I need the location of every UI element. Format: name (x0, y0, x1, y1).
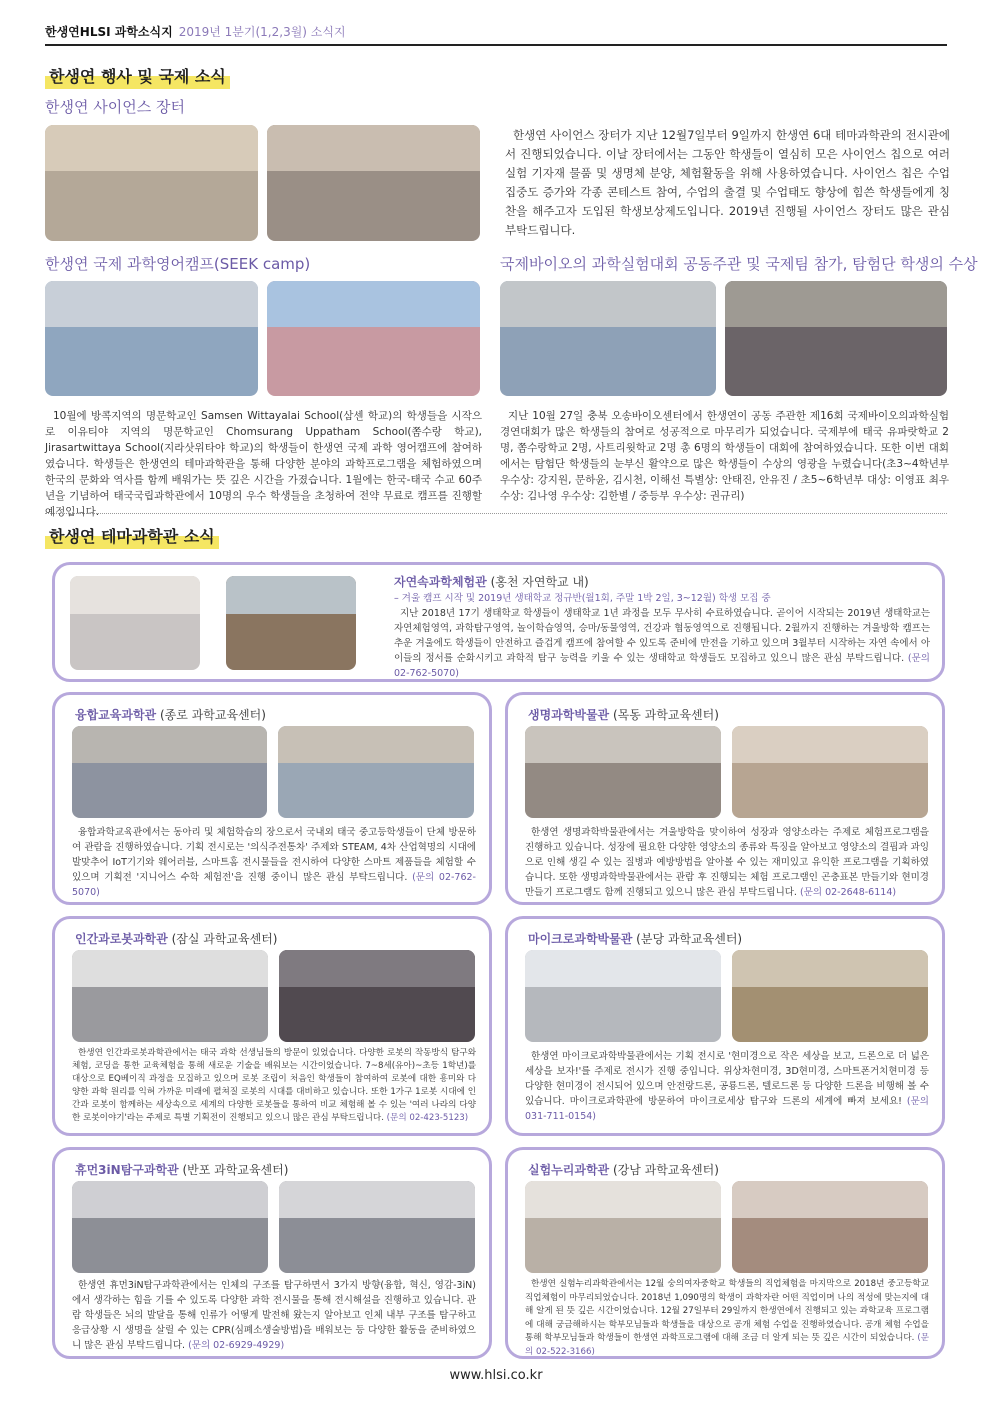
micro-museum-name: 마이크로과학박물관 (528, 932, 633, 946)
human-museum-name: 휴먼3iN탐구과학관 (75, 1163, 179, 1177)
newsletter-brand: 한생연HLSI 과학소식지 (45, 25, 173, 39)
lab-museum-text: 한생연 실험누리과학관에서는 12월 숭의여자중학교 학생들의 직업체험을 마지막으로 2018년 중고등학교 직업체험이 마무리되었습니다. 2018년 1,090명의 학생이 과학자란 어떤 직업이며 나의 적성에 맞는지에 대해 알게 된 뜻 깊은 시간이었습니다. 12월 27일부터 29일까지 한생연에서 진행되고 있는 과학교육 프로그램에 대해 궁금해하시는 학부모님들과 학생들을 대상으로 공개 체험 수업을 진행하였습니다. 공개 체험 수업을 통해 학부모님들과 학생들이 한생연 과학프로그램에 대해 조금 더 알게 되는 뜻 깊은 시간이 되었습니다. (문의 02-522-3166) (525, 1279, 930, 1357)
science-fair-title: 한생연 사이언스 장터 (45, 98, 185, 116)
life-museum-box (505, 692, 945, 905)
human-museum-box (52, 1147, 492, 1359)
science-fair-photo-1 (45, 125, 258, 241)
convergence-museum-heading (75, 707, 266, 723)
nature-contact: (문의 02-762-5070) (394, 653, 930, 679)
newsletter-issue: 2019년 1분기(1,2,3월) 소식지 (178, 25, 346, 39)
life-museum-heading (528, 707, 719, 723)
human-museum-heading (75, 1162, 288, 1178)
life-contact: (문의 02-2648-6114) (799, 887, 897, 898)
seek-camp-title: 한생연 국제 과학영어캠프(SEEK camp) (45, 255, 311, 273)
life-photo-2 (732, 726, 928, 818)
robot-photo-1 (72, 950, 268, 1042)
lab-contact: (문의 02-522-3166) (525, 1333, 930, 1357)
life-photo-1 (525, 726, 721, 818)
human-museum-location: (반포 과학교육센터) (182, 1163, 289, 1177)
bio-contest-photo-1 (500, 281, 716, 396)
robot-contact: (문의 02-423-5123) (386, 1113, 469, 1123)
science-fair-text: 한생연 사이언스 장터가 지난 12월7일부터 9일까지 한생연 6대 테마과학관의 전시관에서 진행되었습니다. 이날 장터에서는 그동안 학생들이 열심히 모은 사이언스 칩으로 여러 실험 기자재 물품 및 생명체 분양, 체험활동을 위해 사용하였습니다. 사이언스 칩은 수업 집중도 증가와 각종 콘테스트 참여, 수업의 출결 및 수업태도 향상에 힘쓴 학생들에게 칭찬을 해주고자 도입된 학생보상제도입니다. 2019년 진행될 사이언스 장터도 많은 관심 부탁드립니다. (505, 128, 950, 237)
robot-museum-box (52, 916, 492, 1136)
convergence-contact: (문의 02-762-5070) (72, 872, 476, 898)
seek-camp-photo-1 (45, 281, 258, 396)
human-contact: (문의 02-6929-4929) (188, 1340, 285, 1351)
science-fair-photo-2 (267, 125, 480, 241)
robot-museum-text: 한생연 인간과로봇과학관에서는 태국 과학 선생님들의 방문이 있었습니다. 다양한 로봇의 작동방식 탐구와 체험, 코딩을 통한 교육체험을 통해 새로운 기술을 배워보는 시간이었습니다. 7~8세(유아)~초등 1학년)를 대상으로 EQ베이직 과정을 모집하고 있으며 로봇 조립이 처음인 학생들이 참여하여 로봇에 대한 흥미와 다양한 과학 원리를 익혀 가까운 미래에 펼쳐질 로봇의 시대를 대비하고 있습니다. 또한 1가구 1로봇 시대에 인간과 로봇이 함께하는 세상속으로 세계의 다양한 로봇들을 통하여 비교 체험해 볼 수 있는 '여러 나라의 다양한 로봇이야기'라는 주제로 특별 기획전이 진행되고 있으니 많은 관심 부탁드립니다. (문의 02-423-5123) (72, 1048, 476, 1123)
convergence-museum-location: (종로 과학교육센터) (159, 708, 266, 722)
micro-museum-box (505, 916, 945, 1136)
micro-museum-location: (분당 과학교육센터) (636, 932, 743, 946)
micro-photo-2 (732, 950, 928, 1042)
lab-museum-box (505, 1147, 945, 1359)
nature-museum-subtitle: – 겨울 캠프 시작 및 2019년 생태학교 정규반(월1회, 주말 1박 2일, 3~12월) 학생 모집 중 (394, 593, 771, 604)
human-museum-text: 한생연 휴먼3iN탐구과학관에서는 인체의 구조를 탐구하면서 3가지 방향(융합, 혁신, 영감-3iN)에서 생각하는 힘을 기를 수 있도록 다양한 과학 전시물을 통해 전시해설을 진행하고 있습니다. 관람 학생들은 뇌의 발달을 통해 인류가 어떻게 발전해 왔는지 알아보고 인체 내부 구조를 탐구하고 응급상황 시 생명을 살릴 수 있는 CPR(심폐소생술방법)을 배워보는 등 다양한 활동을 준비하였으니 많은 관심 부탁드립니다. (문의 02-6929-4929) (72, 1280, 476, 1351)
seek-camp-text: 10월에 방콕지역의 명문학교인 Samsen Wittayalai School(삼센 학교)의 학생들을 시작으로 이유티야 지역의 명문학교인 Chomsurang Uppatham School(쫌수랑 학교), Jirasartwittaya School(지라삿위타야 학교)의 학생들이 한생연 국제 과학 영어캠프에 참여하였습니다. 학생들은 한생연의 테마과학관을 통해 다양한 분야의 과학프로그램을 체험하였으며 한국의 문화와 역사를 함께 배워가는 뜻 깊은 시간을 가졌습니다. 1월에는 한국-태국 수교 60주년을 기념하여 태국국립과학관에서 10명의 우수 학생들을 초청하여 전약 무료로 캠프를 진행할 예정입니다. (45, 410, 482, 518)
nature-photo-1 (70, 576, 200, 670)
robot-museum-location: (잠실 과학교육센터) (171, 932, 278, 946)
life-museum-location: (목동 과학교육센터) (612, 708, 719, 722)
events-section-title: 한생연 행사 및 국제 소식 (45, 65, 230, 89)
convergence-museum-name: 융합교육과학관 (75, 708, 157, 722)
lab-photo-2 (732, 1181, 928, 1273)
lab-photo-1 (525, 1181, 721, 1273)
convergence-photo-1 (72, 726, 267, 818)
nature-museum-name: 자연속과학체험관 (394, 575, 487, 589)
life-museum-name: 생명과학박물관 (528, 708, 610, 722)
nature-museum-location: (홍천 자연학교 내) (490, 575, 589, 589)
convergence-museum-box (52, 692, 492, 905)
human-photo-1 (72, 1181, 268, 1273)
lab-museum-heading (528, 1162, 719, 1178)
nature-museum-box (52, 562, 945, 682)
convergence-photo-2 (278, 726, 474, 818)
nature-museum-text: 지난 2018년 17기 생태학교 학생들이 생태학교 1년 과정을 모두 무사히 수료하였습니다. 곧이어 시작되는 2019년 생태학교는 자연체험영역, 과학탐구영역, 놀이학습영역, 승마/동물영역, 건강과 협동영역으로 진행됩니다. 2월까지 진행하는 겨울방학 캠프는 추운 겨울에도 학생들이 안전하고 즐겁게 캠프에 참여할 수 있도록 준비에 만전을 기하고 있으며 3월부터 시작하는 자연 속에서 아이들의 정서를 순화시키고 과학적 탐구 능력을 키울 수 있는 생태학교 학생들도 모집하고 있으니 많은 관심 부탁드립니다. (문의 02-762-5070) (394, 608, 930, 679)
website-url[interactable]: www.hlsi.co.kr (449, 1368, 543, 1383)
robot-museum-name: 인간과로봇과학관 (75, 932, 168, 946)
life-museum-text: 한생연 생명과학박물관에서는 겨울방학을 맞이하여 성장과 영양소라는 주제로 체험프로그램을 진행하고 있습니다. 성장에 필요한 다양한 영양소의 종류와 특징을 알아보고 영양소의 결핍과 과잉으로 인해 생길 수 있는 질병과 예방방법을 알아볼 수 있는 재미있고 유익한 프로그램을 기획하였습니다. 또한 생명과학박물관에서는 관람 후 진행되는 체험 프로그램인 곤충표본 만들기와 현미경 만들기 프로그램도 함께 진행되고 있으니 많은 관심 부탁드립니다. (문의 02-2648-6114) (525, 827, 929, 898)
lab-museum-location: (강남 과학교육센터) (612, 1163, 719, 1177)
nature-museum-heading (394, 574, 589, 590)
bio-contest-title: 국제바이오의 과학실험대회 공동주관 및 국제팀 참가, 탐험단 학생의 수상 (500, 255, 978, 273)
convergence-museum-text: 융합과학교육관에서는 동아리 및 체험학습의 장으로서 국내외 태국 중고등학생들이 단체 방문하여 관람을 진행하였습니다. 기획 전시로는 '의식주전통차' 주제와 STEAM, 4차 산업혁명의 시대에 발맞추어 IoT기기와 웨어러블, 스마트홈 전시물들을 전시하여 다양한 스마트 제품들을 체험할 수 있으며 기획전 '지니어스 수학 체험전'을 진행 중이니 많은 관심 부탁드립니다. (문의 02-762-5070) (72, 827, 476, 898)
human-photo-2 (279, 1181, 475, 1273)
section-divider (45, 513, 947, 514)
robot-photo-2 (279, 950, 475, 1042)
page-header (45, 22, 947, 46)
nature-photo-2 (226, 576, 356, 670)
museums-section-title: 한생연 테마과학관 소식 (45, 525, 219, 549)
micro-photo-1 (525, 950, 721, 1042)
lab-museum-name: 실험누리과학관 (528, 1163, 610, 1177)
bio-contest-text: 지난 10월 27일 충북 오송바이오센터에서 한생연이 공동 주관한 제16회 국제바이오의과학실험경연대회가 많은 학생들의 참여로 성공적으로 마무리가 되었습니다. 국제부에 태국 유파랏학교 2명, 쫌수랑학교 2명, 사트리윗학교 2명 총 6명의 학생들이 대회에 참여하였습니다. 또한 이번 대회에서는 탐험단 학생들의 눈부신 활약으로 많은 학생들이 수상의 영광을 누렸습니다(초3~4학년부 우수상: 강지원, 문하윤, 김시천, 이해선 특별상: 안태진, 안유진 / 초5~6학년부 대상: 이영표 최우수상: 김나영 우수상: 김한별 / 중등부 우수상: 권규리) (500, 410, 949, 502)
micro-contact: (문의 031-711-0154) (525, 1096, 929, 1122)
seek-camp-photo-2 (267, 281, 480, 396)
robot-museum-heading (75, 931, 278, 947)
micro-museum-text: 한생연 마이크로과학박물관에서는 기획 전시로 '현미경으로 작은 세상을 보고, 드론으로 더 넓은 세상을 보자!'를 주제로 전시가 진행 중입니다. 위상차현미경, 3D현미경, 스마트폰거치현미경 등 다양한 현미경이 전시되어 있으며 안전랑드론, 공룡드론, 텔로드론 등 다양한 드론을 비행해 볼 수 있습니다. 마이크로과학관에 방문하여 마이크로세상 탐구와 드론의 세계에 빠져 보세요! (문의 031-711-0154) (525, 1051, 929, 1122)
micro-museum-heading (528, 931, 742, 947)
bio-contest-photo-2 (725, 281, 947, 396)
